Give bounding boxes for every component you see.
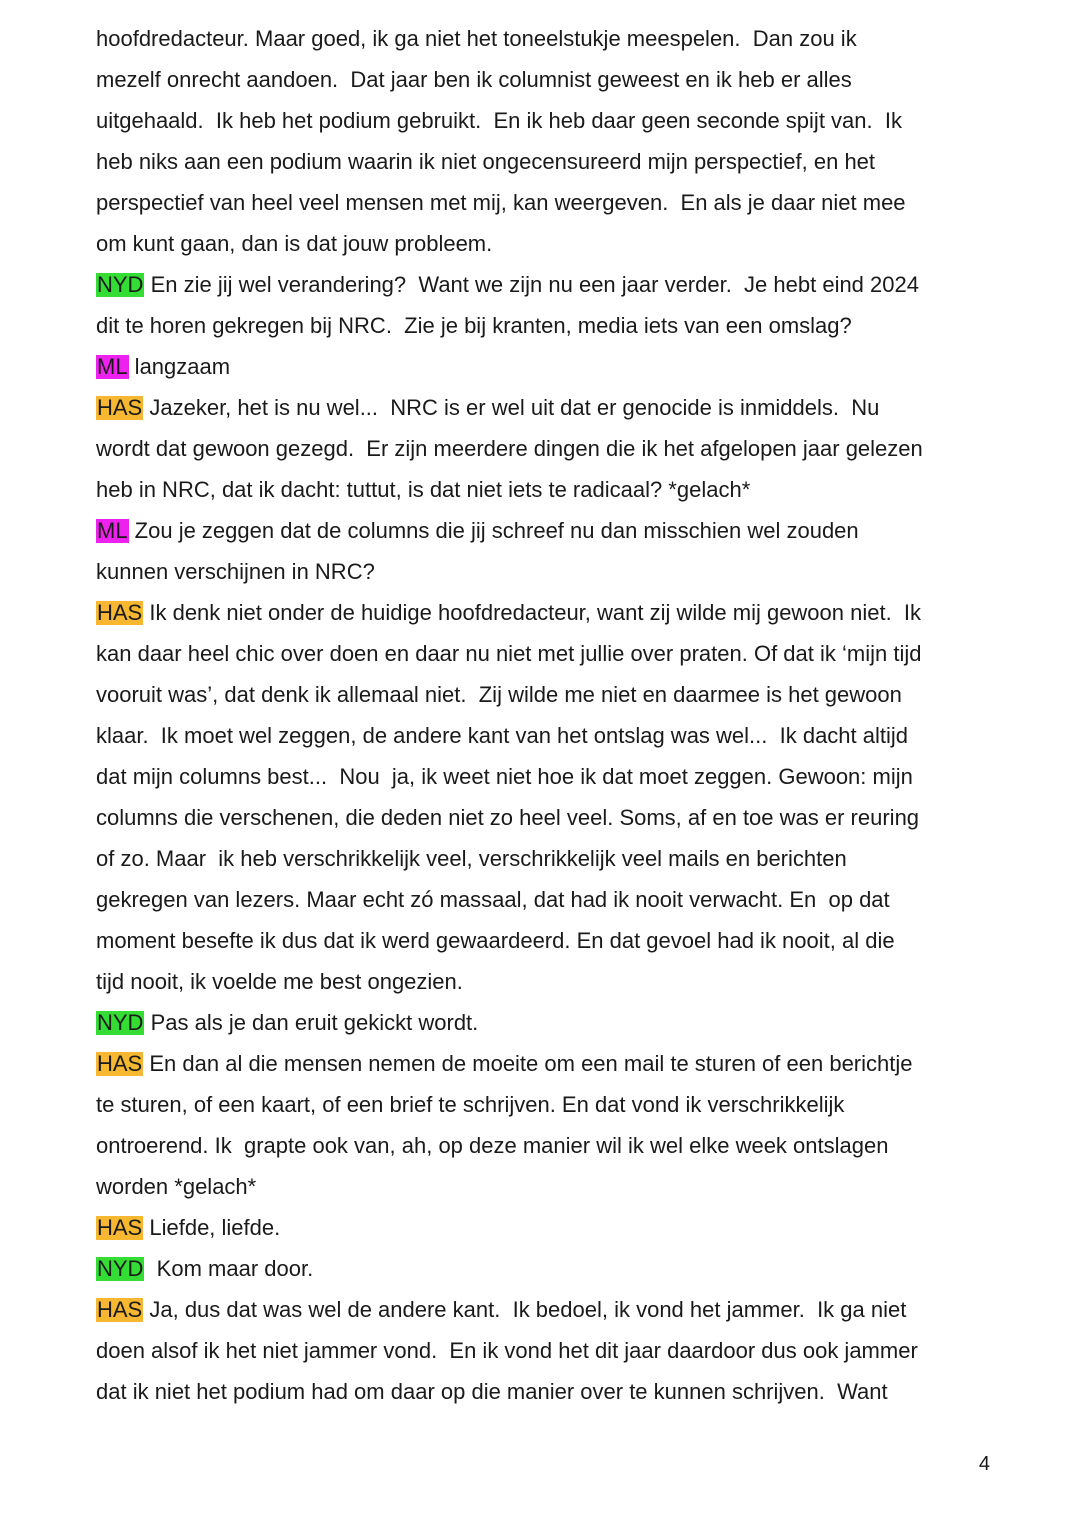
transcript-line	[96, 797, 996, 838]
line-text: dat ik niet het podium had om daar op die manier over te kunnen schrijven. Want	[96, 1379, 888, 1404]
line-text: vooruit was’, dat denk ik allemaal niet. Zij wilde me niet en daarmee is het gewoon	[96, 682, 902, 707]
transcript-line	[96, 387, 996, 428]
line-text: perspectief van heel veel mensen met mij, kan weergeven. En als je daar niet mee	[96, 190, 906, 215]
line-text: Liefde, liefde.	[143, 1215, 281, 1240]
line-text: kan daar heel chic over doen en daar nu niet met jullie over praten. Of dat ik ‘mijn tijd	[96, 641, 922, 666]
transcript-line	[96, 141, 996, 182]
line-text: Pas als je dan eruit gekickt wordt.	[144, 1010, 479, 1035]
line-text: heb in NRC, dat ik dacht: tuttut, is dat niet iets te radicaal? *gelach*	[96, 477, 751, 502]
transcript-line	[96, 633, 996, 674]
transcript-page	[96, 18, 996, 1412]
transcript-line	[96, 346, 996, 387]
transcript-line	[96, 264, 996, 305]
transcript-line	[96, 1289, 996, 1330]
line-text: wordt dat gewoon gezegd. Er zijn meerdere dingen die ik het afgelopen jaar gelezen	[96, 436, 923, 461]
line-text: moment besefte ik dus dat ik werd gewaardeerd. En dat gevoel had ik nooit, al die	[96, 928, 895, 953]
transcript-line	[96, 961, 996, 1002]
transcript-line	[96, 305, 996, 346]
transcript-line	[96, 18, 996, 59]
transcript-line	[96, 879, 996, 920]
transcript-line	[96, 920, 996, 961]
speaker-tag-has: HAS	[97, 1215, 143, 1240]
transcript-line	[96, 674, 996, 715]
line-text: om kunt gaan, dan is dat jouw probleem.	[96, 231, 493, 256]
line-text: doen alsof ik het niet jammer vond. En ik vond het dit jaar daardoor dus ook jammer	[96, 1338, 918, 1363]
line-text: te sturen, of een kaart, of een brief te schrijven. En dat vond ik verschrikkelijk	[96, 1092, 845, 1117]
line-text: Zou je zeggen dat de columns die jij schreef nu dan misschien wel zouden	[128, 518, 859, 543]
line-text: gekregen van lezers. Maar echt zó massaal, dat had ik nooit verwacht. En op dat	[96, 887, 890, 912]
speaker-tag-ml: ML	[97, 354, 128, 379]
speaker-tag-has: HAS	[97, 1297, 143, 1322]
transcript-line	[96, 1084, 996, 1125]
speaker-tag-nyd: NYD	[97, 1256, 144, 1281]
transcript-line	[96, 1207, 996, 1248]
line-text: Kom maar door.	[144, 1256, 314, 1281]
line-text: Ja, dus dat was wel de andere kant. Ik bedoel, ik vond het jammer. Ik ga niet	[143, 1297, 907, 1322]
line-text: tijd nooit, ik voelde me best ongezien.	[96, 969, 463, 994]
line-text: mezelf onrecht aandoen. Dat jaar ben ik columnist geweest en ik heb er alles	[96, 67, 852, 92]
speaker-tag-ml: ML	[97, 518, 128, 543]
line-text: klaar. Ik moet wel zeggen, de andere kant van het ontslag was wel... Ik dacht altijd	[96, 723, 909, 748]
transcript-line	[96, 469, 996, 510]
transcript-line	[96, 1166, 996, 1207]
transcript-line	[96, 1248, 996, 1289]
line-text: dat mijn columns best... Nou ja, ik weet niet hoe ik dat moet zeggen. Gewoon: mijn	[96, 764, 913, 789]
transcript-line	[96, 715, 996, 756]
transcript-line	[96, 1002, 996, 1043]
transcript-line	[96, 1371, 996, 1412]
line-text: kunnen verschijnen in NRC?	[96, 559, 375, 584]
transcript-line	[96, 1330, 996, 1371]
line-text: hoofdredacteur. Maar goed, ik ga niet het toneelstukje meespelen. Dan zou ik	[96, 26, 857, 51]
transcript-line	[96, 838, 996, 879]
page-number: 4	[978, 1453, 990, 1475]
line-text: Jazeker, het is nu wel... NRC is er wel uit dat er genocide is inmiddels. Nu	[143, 395, 880, 420]
transcript-line	[96, 1125, 996, 1166]
line-text: of zo. Maar ik heb verschrikkelijk veel, verschrikkelijk veel mails en berichten	[96, 846, 847, 871]
line-text: dit te horen gekregen bij NRC. Zie je bij kranten, media iets van een omslag?	[96, 313, 852, 338]
line-text: Ik denk niet onder de huidige hoofdredacteur, want zij wilde mij gewoon niet. Ik	[143, 600, 922, 625]
line-text: uitgehaald. Ik heb het podium gebruikt. En ik heb daar geen seconde spijt van. Ik	[96, 108, 902, 133]
speaker-tag-nyd: NYD	[97, 272, 144, 297]
speaker-tag-has: HAS	[97, 395, 143, 420]
line-text: En dan al die mensen nemen de moeite om een mail te sturen of een berichtje	[143, 1051, 913, 1076]
transcript-line	[96, 182, 996, 223]
transcript-line	[96, 756, 996, 797]
line-text: columns die verschenen, die deden niet zo heel veel. Soms, af en toe was er reuring	[96, 805, 920, 830]
transcript-line	[96, 510, 996, 551]
speaker-tag-nyd: NYD	[97, 1010, 144, 1035]
line-text: heb niks aan een podium waarin ik niet ongecensureerd mijn perspectief, en het	[96, 149, 876, 174]
transcript-line	[96, 592, 996, 633]
transcript-line	[96, 100, 996, 141]
transcript-line	[96, 428, 996, 469]
transcript-line	[96, 551, 996, 592]
transcript-line	[96, 59, 996, 100]
speaker-tag-has: HAS	[97, 600, 143, 625]
transcript-line	[96, 1043, 996, 1084]
speaker-tag-has: HAS	[97, 1051, 143, 1076]
line-text: langzaam	[128, 354, 231, 379]
transcript-line	[96, 223, 996, 264]
line-text: worden *gelach*	[96, 1174, 257, 1199]
line-text: En zie jij wel verandering? Want we zijn nu een jaar verder. Je hebt eind 2024	[144, 272, 919, 297]
line-text: ontroerend. Ik grapte ook van, ah, op deze manier wil ik wel elke week ontslagen	[96, 1133, 889, 1158]
